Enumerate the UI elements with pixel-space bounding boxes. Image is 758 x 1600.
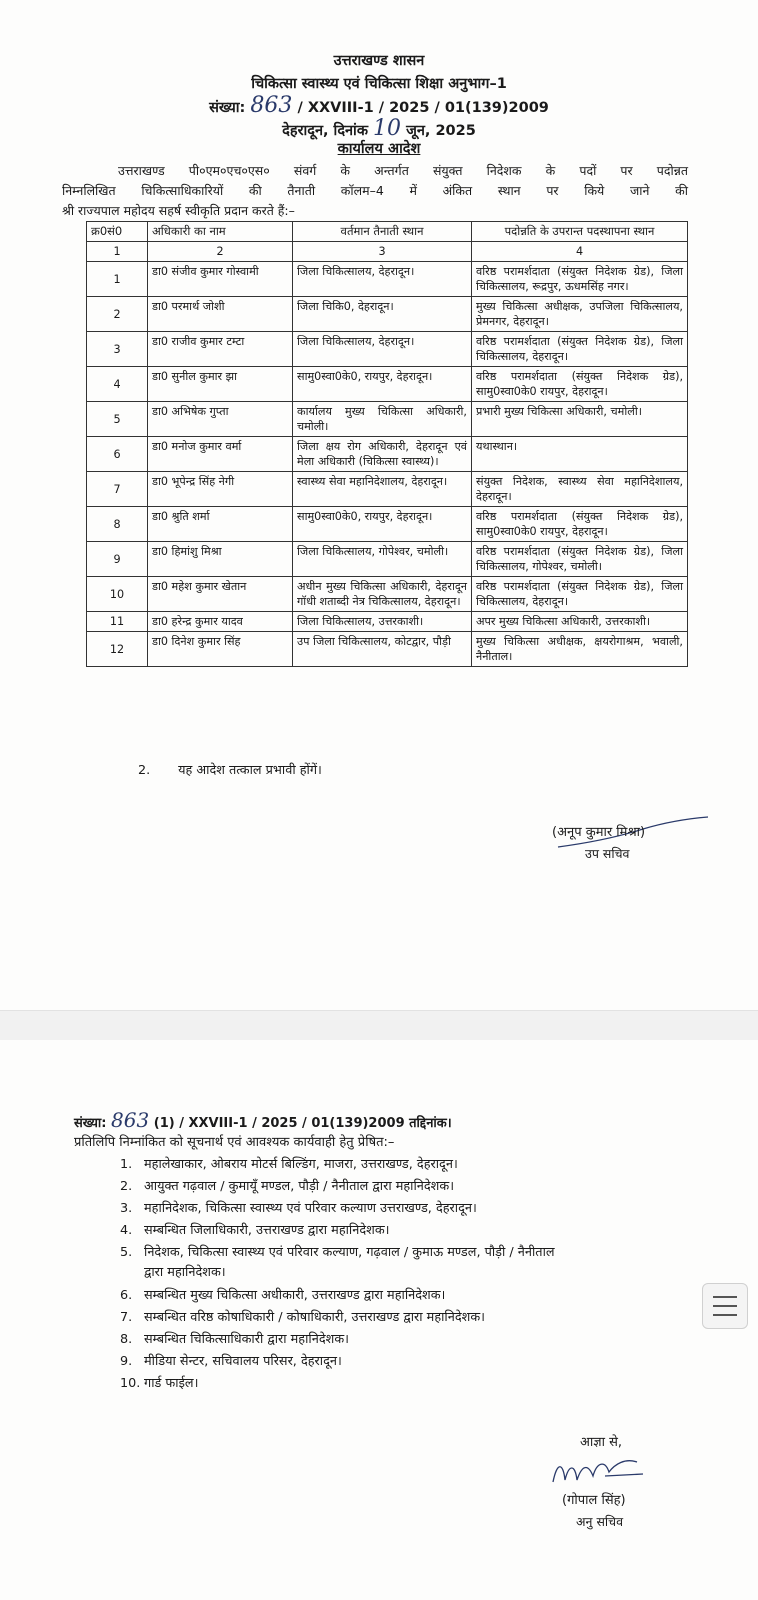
table-row xyxy=(87,612,688,632)
order-by: आज्ञा से, xyxy=(580,1435,623,1450)
row-new: वरिष्ठ परामर्शदाता (संयुक्त निदेशक ग्रेड), सामु0स्वा0के0 रायपुर, देहरादून। xyxy=(472,367,688,402)
signatory-2-name: (गोपाल सिंह) xyxy=(562,1493,626,1508)
order-title: कार्यालय आदेश xyxy=(337,141,421,157)
row-name: डा0 हरेन्द्र कुमार यादव xyxy=(148,612,293,632)
row-sn: 4 xyxy=(87,367,148,402)
para-2 xyxy=(138,760,322,778)
row-name: डा0 दिनेश कुमार सिंह xyxy=(148,632,293,667)
row-current: सामु0स्वा0के0, रायपुर, देहरादून। xyxy=(293,367,472,402)
row-current: कार्यालय मुख्य चिकित्सा अधिकारी, चमोली। xyxy=(293,402,472,437)
intro-line-2: निम्नलिखित चिकित्साधिकारियों की तैनाती कॉलम–4 में अंकित स्थान पर किये जाने की xyxy=(62,183,688,198)
list-item-num: 6. xyxy=(120,1288,133,1303)
list-item-continuation: द्वारा महानिदेशक। xyxy=(144,1265,226,1280)
copy-ref-number-handwritten: 863 xyxy=(111,1108,150,1132)
row-current: सामु0स्वा0के0, रायपुर, देहरादून। xyxy=(293,507,472,542)
row-new: वरिष्ठ परामर्शदाता (संयुक्त निदेशक ग्रेड), सामु0स्वा0के0 रायपुर, देहरादून। xyxy=(472,507,688,542)
copy-ref-prefix: संख्या: xyxy=(74,1116,107,1131)
list-item-text: सम्बन्धित चिकित्साधिकारी द्वारा महानिदेशक। xyxy=(144,1332,350,1347)
list-item-num: 8. xyxy=(120,1332,133,1347)
dept-header: चिकित्सा स्वास्थ्य एवं चिकित्सा शिक्षा अनुभाग–1 xyxy=(251,76,507,92)
list-item-text: गार्ड फाईल। xyxy=(144,1376,199,1391)
row-sn: 9 xyxy=(87,542,148,577)
row-sn: 10 xyxy=(87,577,148,612)
row-sn: 6 xyxy=(87,437,148,472)
row-sn: 5 xyxy=(87,402,148,437)
row-name: डा0 हिमांशु मिश्रा xyxy=(148,542,293,577)
list-item xyxy=(120,1329,349,1347)
table-row xyxy=(87,507,688,542)
row-current: जिला क्षय रोग अधिकारी, देहरादून एवं मेला अधिकारी (चिकित्सा स्वास्थ्य)। xyxy=(293,437,472,472)
row-current: उप जिला चिकित्सालय, कोटद्वार, पौड़ी xyxy=(293,632,472,667)
row-name: डा0 राजीव कुमार टम्टा xyxy=(148,332,293,367)
menu-lines-icon[interactable] xyxy=(702,1283,748,1329)
list-item xyxy=(120,1154,458,1172)
signatory-2-designation: अनु सचिव xyxy=(576,1514,624,1529)
copy-ref-line xyxy=(74,1108,452,1132)
row-name: डा0 मनोज कुमार वर्मा xyxy=(148,437,293,472)
table-row xyxy=(87,472,688,507)
row-name: डा0 परमार्थ जोशी xyxy=(148,297,293,332)
colnum-3: 3 xyxy=(293,242,472,262)
page-gap xyxy=(0,1010,758,1042)
colnum-4: 4 xyxy=(472,242,688,262)
document-page-2 xyxy=(0,1040,758,1600)
table-row xyxy=(87,577,688,612)
signatory-1-designation: उप सचिव xyxy=(585,846,630,861)
list-item xyxy=(120,1351,342,1369)
copy-ref-suffix: (1) / XXVIII-1 / 2025 / 01(139)2009 तद्दिनांक। xyxy=(153,1116,452,1131)
list-item-num: 2. xyxy=(120,1179,133,1194)
row-current: जिला चिकित्सालय, उत्तरकाशी। xyxy=(293,612,472,632)
list-item xyxy=(120,1220,390,1238)
list-item-text: सम्बन्धित जिलाधिकारी, उत्तराखण्ड द्वारा महानिदेशक। xyxy=(144,1223,390,1238)
menu-line xyxy=(713,1314,737,1316)
row-sn: 7 xyxy=(87,472,148,507)
para-2-num: 2. xyxy=(138,763,151,778)
list-item-num: 5. xyxy=(120,1245,133,1260)
menu-line xyxy=(713,1305,737,1307)
row-new: अपर मुख्य चिकित्सा अधिकारी, उत्तरकाशी। xyxy=(472,612,688,632)
row-sn: 2 xyxy=(87,297,148,332)
row-new: संयुक्त निदेशक, स्वास्थ्य सेवा महानिदेशालय, देहरादून। xyxy=(472,472,688,507)
row-sn: 11 xyxy=(87,612,148,632)
row-new: वरिष्ठ परामर्शदाता (संयुक्त निदेशक ग्रेड), जिला चिकित्सालय, गोपेश्वर, चमोली। xyxy=(472,542,688,577)
row-name: डा0 सुनील कुमार झा xyxy=(148,367,293,402)
row-name: डा0 संजीव कुमार गोस्वामी xyxy=(148,262,293,297)
copy-intro: प्रतिलिपि निम्नांकित को सूचनार्थ एवं आवश्यक कार्यवाही हेतु प्रेषित:– xyxy=(74,1135,395,1150)
intro-line-1: उत्तराखण्ड पी०एम०एच०एस० संवर्ग के अन्तर्गत संयुक्त निदेशक के पदों पर पदोन्नत xyxy=(118,163,688,178)
row-name: डा0 अभिषेक गुप्ता xyxy=(148,402,293,437)
row-new: वरिष्ठ परामर्शदाता (संयुक्त निदेशक ग्रेड), जिला चिकित्सालय, देहरादून। xyxy=(472,577,688,612)
list-item-num: 1. xyxy=(120,1157,133,1172)
list-item xyxy=(120,1307,485,1325)
row-current: जिला चिकित्सालय, देहरादून। xyxy=(293,332,472,367)
header-current: वर्तमान तैनाती स्थान xyxy=(293,222,472,242)
date-prefix: देहरादून, दिनांक xyxy=(282,123,368,139)
row-new: मुख्य चिकित्सा अधीक्षक, उपजिला चिकित्सालय, प्रेमनगर, देहरादून। xyxy=(472,297,688,332)
table-row xyxy=(87,402,688,437)
list-item-num: 3. xyxy=(120,1201,133,1216)
list-item xyxy=(120,1285,445,1303)
date-suffix: जून, 2025 xyxy=(406,123,476,139)
list-item-num: 10. xyxy=(120,1376,141,1391)
colnum-1: 1 xyxy=(87,242,148,262)
row-new: वरिष्ठ परामर्शदाता (संयुक्त निदेशक ग्रेड), जिला चिकित्सालय, रूद्रपुर, ऊधमसिंह नगर। xyxy=(472,262,688,297)
list-item-text: आयुक्त गढ़वाल / कुमायूँ मण्डल, पौड़ी / नैनीताल द्वारा महानिदेशक। xyxy=(144,1179,455,1194)
row-name: डा0 श्रुति शर्मा xyxy=(148,507,293,542)
ref-line xyxy=(0,93,758,118)
table-header-row xyxy=(87,222,688,242)
ref-number-handwritten: 863 xyxy=(250,93,293,118)
list-item-text: महानिदेशक, चिकित्सा स्वास्थ्य एवं परिवार कल्याण उत्तराखण्ड, देहरादून। xyxy=(144,1201,477,1216)
postings-table xyxy=(86,221,688,667)
row-name: डा0 भूपेन्द्र सिंह नेगी xyxy=(148,472,293,507)
list-item xyxy=(120,1198,477,1216)
header-name: अधिकारी का नाम xyxy=(148,222,293,242)
table-row xyxy=(87,297,688,332)
header-new: पदोन्नति के उपरान्त पदस्थापना स्थान xyxy=(472,222,688,242)
list-item-num: 4. xyxy=(120,1223,133,1238)
header-sn: क्र0सं0 xyxy=(87,222,148,242)
table-row xyxy=(87,437,688,472)
row-current: जिला चिकित्सालय, देहरादून। xyxy=(293,262,472,297)
list-item-text: मीडिया सेन्टर, सचिवालय परिसर, देहरादून। xyxy=(144,1354,342,1369)
intro-line-3: श्री राज्यपाल महोदय सहर्ष स्वीकृति प्रदान करते हैं:– xyxy=(62,203,295,218)
ref-prefix: संख्या: xyxy=(209,100,246,116)
table-row xyxy=(87,367,688,402)
row-current: स्वास्थ्य सेवा महानिदेशालय, देहरादून। xyxy=(293,472,472,507)
row-current: अधीन मुख्य चिकित्सा अधिकारी, देहरादून गॉधी शताब्दी नेत्र चिकित्सालय, देहरादून। xyxy=(293,577,472,612)
list-item-text: महालेखाकार, ओबराय मोटर्स बिल्डिंग, माजरा, उत्तराखण्ड, देहरादून। xyxy=(144,1157,458,1172)
menu-line xyxy=(713,1296,737,1298)
table-row xyxy=(87,332,688,367)
list-item-num: 9. xyxy=(120,1354,133,1369)
row-sn: 3 xyxy=(87,332,148,367)
list-item xyxy=(120,1242,555,1260)
list-item-text: सम्बन्धित वरिष्ठ कोषाधिकारी / कोषाधिकारी, उत्तराखण्ड द्वारा महानिदेशक। xyxy=(144,1310,486,1325)
row-sn: 8 xyxy=(87,507,148,542)
ref-suffix: / XXVIII-1 / 2025 / 01(139)2009 xyxy=(297,100,549,116)
row-sn: 12 xyxy=(87,632,148,667)
row-name: डा0 महेश कुमार खेतान xyxy=(148,577,293,612)
table-row xyxy=(87,542,688,577)
signatory-1-name: (अनूप कुमार मिश्रा) xyxy=(552,825,646,840)
list-item-text: सम्बन्धित मुख्य चिकित्सा अधीकारी, उत्तराखण्ड द्वारा महानिदेशक। xyxy=(144,1288,446,1303)
row-new: यथास्थान। xyxy=(472,437,688,472)
row-new: प्रभारी मुख्य चिकित्सा अधिकारी, चमोली। xyxy=(472,402,688,437)
row-new: मुख्य चिकित्सा अधीक्षक, क्षयरोगाश्रम, भवाली, नैनीताल। xyxy=(472,632,688,667)
row-current: जिला चिकि0, देहरादून। xyxy=(293,297,472,332)
list-item-num: 7. xyxy=(120,1310,133,1325)
table-row xyxy=(87,262,688,297)
gov-header: उत्तराखण्ड शासन xyxy=(333,53,425,69)
table-colnum-row xyxy=(87,242,688,262)
list-item-text: निदेशक, चिकित्सा स्वास्थ्य एवं परिवार कल्याण, गढ़वाल / कुमाऊ मण्डल, पौड़ी / नैनीताल xyxy=(144,1245,555,1260)
row-sn: 1 xyxy=(87,262,148,297)
row-current: जिला चिकित्सालय, गोपेश्वर, चमोली। xyxy=(293,542,472,577)
date-day-handwritten: 10 xyxy=(373,116,402,141)
list-item xyxy=(120,1176,454,1194)
row-new: वरिष्ठ परामर्शदाता (संयुक्त निदेशक ग्रेड), जिला चिकित्सालय, देहरादून। xyxy=(472,332,688,367)
para-2-text: यह आदेश तत्काल प्रभावी होंगें। xyxy=(178,763,322,778)
signature-2-icon xyxy=(545,1452,655,1492)
list-item xyxy=(120,1373,198,1391)
table-row xyxy=(87,632,688,667)
colnum-2: 2 xyxy=(148,242,293,262)
